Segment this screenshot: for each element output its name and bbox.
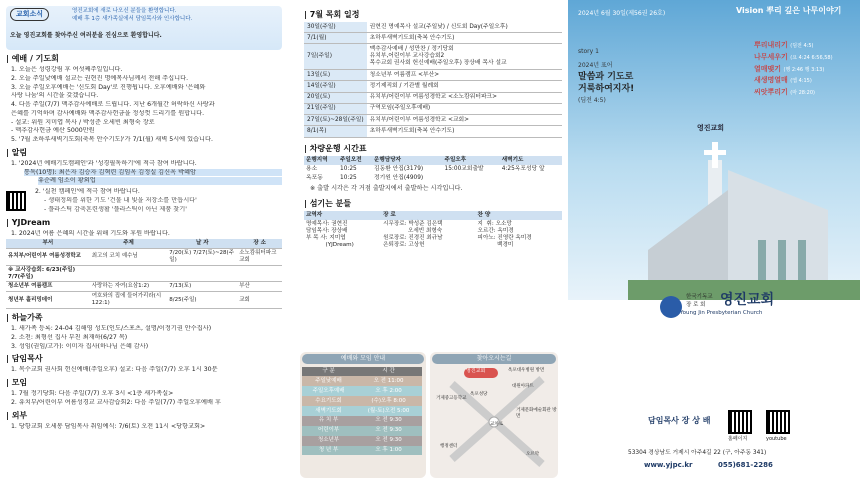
meeting-item: 2. 유치부/어린이부 여름성경교 교사감습회2: 다음 주일(7/7) 주일오후예배 후: [11, 398, 221, 406]
table-cell: 최고의 코치 예수님: [90, 248, 168, 265]
table-cell: 27일(토)~28일(주일): [304, 115, 367, 126]
table-cell: 30일(주일): [304, 22, 367, 33]
table-cell: 권현진 명예목사 설교(주일낮) / 신도회 Day(주일오후): [367, 22, 562, 33]
map-label: 옥포성당: [470, 392, 488, 397]
menu-item: [754, 65, 833, 74]
banner-line: 예배 후 1층 새가족실에서 담임목사와 인사합니다.: [72, 16, 193, 22]
map-title: 찾아오시는길: [432, 354, 556, 364]
menu-ref: (딤전 4:5): [790, 43, 814, 49]
qr-homepage-icon[interactable]: [728, 410, 752, 434]
table-cell: 유치부/어린이부 여름성경학교: [6, 248, 90, 265]
table-cell: 청 년 부: [302, 446, 355, 456]
table-cell: 유치부/어린이부 여름성경학교 <교회>: [367, 115, 562, 126]
table-header: 교역자: [304, 211, 381, 220]
table-header: 주일오전: [338, 156, 372, 165]
table-cell: 청소년부: [302, 436, 355, 446]
table-row: [6, 248, 282, 265]
table-header: 시 간: [355, 367, 422, 377]
table-cell: [167, 265, 237, 282]
table-cell: 청소년부 여름캠프 <부산>: [367, 70, 562, 81]
section-notice: | 알림: [6, 147, 28, 157]
table-cell: 오 후 1:00: [355, 446, 422, 456]
qr-label: youtube: [766, 436, 787, 442]
car-table: [304, 156, 562, 183]
table-cell: 10:25: [340, 165, 357, 172]
table-header: 새벽기도: [500, 156, 562, 165]
worship-list: [6, 66, 282, 144]
qr-youtube-icon[interactable]: [766, 410, 790, 434]
pastor-name: 담임목사 장 상 배: [648, 416, 711, 425]
table-cell: 여호와의 집에 들어가리라(시122:1): [90, 292, 168, 309]
table-header: 찬 양: [476, 211, 562, 220]
table-cell: 7/13(토): [167, 282, 237, 292]
worship-item: 사랑 나눔'의 시간을 갖겠습니다.: [11, 92, 99, 100]
table-row: [304, 115, 562, 126]
servers-music: 지 휘: 오소망 오르간: 옥미경 피아노: 진영란 옥미경 백경미: [477, 220, 532, 248]
church-building-illustration: [628, 100, 860, 300]
schedule-panel: [290, 0, 568, 481]
banner-line: 오늘 영진교회를 찾아주신 여러분을 진심으로 환영합니다.: [10, 32, 162, 39]
motto-line: 말씀과 기도로: [578, 72, 634, 82]
menu-ref: (요 4:24 6:56,58): [790, 54, 833, 61]
church-en: Young Jin Presbyterian Church: [680, 310, 763, 316]
table-header: 장 소: [237, 239, 282, 248]
table-cell: ※ 교사강습회: 6/23(주일) 7/7(주일): [6, 265, 90, 282]
map-label: 옥포대우병원 방면: [508, 368, 545, 373]
news-panel: [0, 0, 290, 481]
worship-times-box: [300, 352, 426, 478]
table-cell: 어린이부: [302, 426, 355, 436]
table-row: [304, 33, 562, 44]
menu-label: 나무세우기: [754, 52, 788, 61]
table-cell: 초하루새벽기도회(축복 안수기도): [367, 126, 562, 137]
vision-menu: [754, 38, 833, 100]
logo-line: 장 로 회: [686, 302, 706, 308]
table-cell: 오 전 9:30: [355, 426, 422, 436]
table-header: 주일오후: [443, 156, 500, 165]
worship-item: 2. 오늘 주일낮예배 설교는 권현진 명예목사님께서 전해 주십니다.: [11, 74, 189, 82]
table-cell: 7/1(월): [304, 33, 367, 44]
section-car: | 차량운행 시간표: [304, 143, 367, 153]
table-cell: 오 전 9:30: [355, 416, 422, 426]
map-label: 영진교회: [466, 368, 486, 374]
table-row: [302, 376, 422, 386]
section-external: | 외부: [6, 410, 28, 420]
table-row: [304, 70, 562, 81]
table-cell: 오 전 11:00: [355, 376, 422, 386]
church-logo-icon: [660, 296, 682, 318]
map-label: 대원아파트: [512, 384, 534, 389]
menu-ref: (마 28:20): [790, 90, 815, 96]
motto-line: 거룩하여지자!: [578, 84, 635, 94]
table-cell: [237, 265, 282, 282]
table-row: [6, 292, 282, 309]
table-row: [304, 126, 562, 137]
section-servers: | 섬기는 분들: [304, 198, 352, 208]
table-cell: 정기원 안집(4909): [374, 174, 424, 181]
family-item: 1. 새가족 등록: 24-04 김해영 성도(인도/스포츠, 설명/이정기권 안수집사): [11, 325, 212, 332]
table-cell: 새벽기도회: [302, 406, 355, 416]
section-yjdream: | YJDream: [6, 218, 51, 228]
menu-ref: (행 2:46 행 3:13): [783, 66, 825, 73]
table-row: [6, 282, 282, 292]
schedule-table: [304, 22, 562, 138]
table-row: [304, 103, 562, 114]
table-header: 장 로: [381, 211, 475, 220]
worship-item: 3. 오늘 주일오후예배는 '신도회 Day'로 진행됩니다. 오후예배와 '은혜와: [11, 83, 206, 91]
church-sign: 영진교회: [697, 124, 725, 132]
table-cell: 청년부 홀리밍데이: [6, 292, 90, 309]
issue-date: 2024년 6월 30일(제56권 26호): [578, 10, 666, 17]
motto-ref: (딤전 4:5): [578, 97, 606, 104]
table-cell: 초하루새벽기도회(축복 안수기도): [367, 33, 562, 44]
map-box: [430, 352, 558, 478]
table-cell: 14일(주일): [304, 81, 367, 92]
table-row: [302, 446, 422, 456]
yjdream-table: [6, 239, 282, 309]
table-cell: [90, 265, 168, 282]
map-label: 오르막: [526, 452, 540, 457]
map-label: 거제문화예술회관 방면: [516, 408, 557, 419]
worship-item: 5. '7월 초하루새벽기도회(축복 안수기도)'가 7/1(월) 새벽 5시에 있습니다.: [11, 136, 213, 143]
table-cell: 4:25옥포성당 앞: [501, 165, 545, 172]
worship-item: 4. 다음 주일(7/7) 맥추감사예배로 드립니다. 지난 6개월간 허락하신 사랑과: [11, 101, 215, 108]
worship-item: - 설교: 위원 지미엽 목사 / 박성준 오세빈 최형숙 장로: [11, 118, 155, 126]
news-tag: 교회소식: [10, 8, 49, 21]
table-row: [304, 81, 562, 92]
table-cell: 김동환 안집(3179): [374, 165, 424, 172]
menu-label: 새생명열매: [754, 76, 788, 85]
menu-item: [754, 41, 833, 50]
menu-item: [754, 76, 833, 85]
table-cell: 정기제직회 / 기관별 월례회: [367, 81, 562, 92]
news-banner: [6, 6, 282, 50]
table-cell: 20일(토): [304, 92, 367, 103]
menu-label: 씨앗뿌리기: [754, 88, 788, 96]
table-row: [302, 436, 422, 446]
vision-title: Vision 뿌리 깊은 나무이야기: [736, 6, 842, 15]
table-cell: 사랑하는 자여(요삼1:2): [90, 282, 168, 292]
section-family: | 하늘가족: [6, 313, 43, 322]
table-row: [302, 416, 422, 426]
table-cell: 오 전 9:30: [355, 436, 422, 446]
table-row: [304, 22, 562, 33]
table-cell: (월-토)오전 5:00: [355, 406, 422, 416]
table-header: 날 자: [167, 239, 237, 248]
table-header: 운행담당자: [372, 156, 443, 165]
table-row: [304, 174, 562, 183]
table-cell: 수요기도회: [302, 396, 355, 406]
menu-label: 열매맺기: [754, 64, 782, 73]
table-row: [302, 406, 422, 416]
table-cell: 용소: [306, 165, 318, 172]
table-cell: 7일(주일): [304, 44, 367, 70]
family-item: 3. 성임(권임/고가): 이미자 집사(하나님 은혜 감사): [11, 342, 149, 350]
table-row: [302, 386, 422, 396]
notice-item: 2. '실천 캠페인'에 적극 참여 바랍니다.: [35, 188, 140, 195]
menu-label: 뿌리내리기: [754, 41, 788, 49]
table-cell: 맥추감사예배 / 성만찬 / 정기당회 유치부,어린이부 교사강습회2 목수교회 권사회 헌신예배(주일오후) 장상배 목사 설교: [367, 44, 562, 70]
notice-item: - 플라스틱 감축혼련생활 '플라스틱이 아닌 제품 찾기': [44, 205, 187, 213]
table-cell: 옥포동: [306, 174, 323, 181]
worship-item: 1. 오늘은 성령강림 후 여섯째주일입니다.: [11, 66, 123, 73]
table-row: [302, 426, 422, 436]
yjdream-line: 1. 2024년 여름 은혜의 시간을 위해 기도와 후원 바랍니다.: [11, 230, 170, 238]
table-cell: 구역모임(주일오후예배): [367, 103, 562, 114]
table-cell: 유치부/어린이부 여름성경학교 <소노캄워터파크>: [367, 92, 562, 103]
phone-number: 055)681-2286: [718, 461, 773, 469]
table-cell: 소노캄워터파크 교회: [237, 248, 282, 265]
table-cell: 부산: [237, 282, 282, 292]
meeting-item: 1. 7월 정기당회: 다음 주일(7/7) 오후 3시 <1층 새가족실>: [11, 390, 174, 397]
table-row: [302, 396, 422, 406]
banner-line: 영진교회에 새로 나오신 분들을 환영합니다.: [72, 8, 177, 14]
table-cell: 15:00교회출발: [444, 165, 484, 172]
table-cell: 13일(토): [304, 70, 367, 81]
section-pastor: | 담임목사: [6, 354, 43, 364]
section-schedule: | 7월 목회 일정: [304, 10, 360, 19]
table-header: 주제: [90, 239, 168, 248]
table-header: 운행지역: [304, 156, 338, 165]
pastor-item: 1. 목수교회 권사회 헌신예배(주일오후) 설교: 다음 주일(7/7) 오후 1시 30분: [11, 366, 218, 374]
menu-item: [754, 88, 833, 97]
servers-elders: 시무장로: 박성준 김은택 오세빈 최형숙 원로장로: 진경진 최규남 은퇴장로: 고상헌: [383, 220, 443, 248]
servers-table: [304, 211, 562, 250]
menu-item: [754, 53, 833, 62]
table-row: [304, 165, 562, 174]
map-label: 거제중고등학교: [436, 396, 467, 401]
cross: [704, 150, 726, 155]
servers-clergy: 명예목사: 권현진 담임목사: 장상배 부 목 사: 지미엽 (YJDream): [306, 220, 354, 248]
table-header: 구 분: [302, 367, 355, 377]
table-cell: 유 치 부: [302, 416, 355, 426]
logo-line: 한국기독교: [686, 294, 713, 300]
external-item: 1. 당항교회 오세봉 담임목사 취임예식: 7/6(토) 오전 11시 <당항교회>: [11, 422, 206, 430]
section-meeting: | 모임: [6, 378, 28, 387]
map-label: 교차로: [490, 422, 504, 427]
table-row: [6, 265, 282, 282]
table-cell: 8/1(목): [304, 126, 367, 137]
table-cell: 7/20(토) 7/27(토)~28(주일): [167, 248, 237, 265]
table-cell: 교회: [237, 292, 282, 309]
notice-item: - 생태정의를 위한 기도 '건물 내 빛을 저장소를 만듭시다': [44, 196, 197, 204]
notice-item: 1. '2024년 예배기도캠페인'과 '성경필독하기'에 적극 참여 바랍니다.: [11, 159, 197, 167]
worship-item: - 맥추감사헌금 예산 5000만원: [11, 127, 95, 135]
story-label: story 1: [578, 48, 599, 55]
qr-label: 홈페이지: [728, 436, 748, 442]
table-cell: (수)오후 8:00: [355, 396, 422, 406]
table-row: [304, 92, 562, 103]
menu-ref: (엡 4:15): [790, 78, 812, 85]
table-cell: 8/25(주일): [167, 292, 237, 309]
table-cell: 21일(주일): [304, 103, 367, 114]
table-row: [304, 44, 562, 70]
church-name: 영진교회: [720, 292, 775, 308]
notice-item: 통독(10명): 최은자 김승자 김혁련 김임옥 김정실 김신옥 박혜암: [24, 169, 282, 177]
table-cell: 오 후 2:00: [355, 386, 422, 396]
map-label: 행정센터: [440, 444, 458, 449]
section-worship: | 예배 / 기도회: [6, 54, 59, 63]
table-cell: [443, 174, 500, 183]
table-cell: 10:25: [340, 174, 357, 181]
family-item: 2. 소천: 최형선 집사 부친 최재하(6/27 목): [11, 333, 128, 341]
cover-panel: [568, 0, 860, 481]
address: 53304 경상남도 거제시 아주4길 22 (구, 아주동 341): [628, 450, 767, 456]
table-cell: 주일오후예배: [302, 386, 355, 396]
motto-year: 2024년 표어: [578, 62, 613, 69]
table-cell: 주일낮예배: [302, 376, 355, 386]
table-cell: 청소년부 여름캠프: [6, 282, 90, 292]
table-header: 부서: [6, 239, 90, 248]
worship-times-title: 예배와 모임 안내: [302, 354, 424, 364]
website-link[interactable]: www.yjpc.kr: [644, 461, 693, 469]
car-note: ※ 출발 시각은 각 거점 출발지에서 출발하는 시각입니다.: [310, 185, 463, 193]
table-cell: [500, 174, 562, 183]
worship-item: 은혜를 기억하며 감사예배와 맥추감사헌금을 정성껏 드리기를 원합니다.: [11, 109, 205, 117]
qr-code-icon: [6, 191, 26, 211]
notice-item: 유순례 임소이 황외업: [38, 177, 282, 185]
